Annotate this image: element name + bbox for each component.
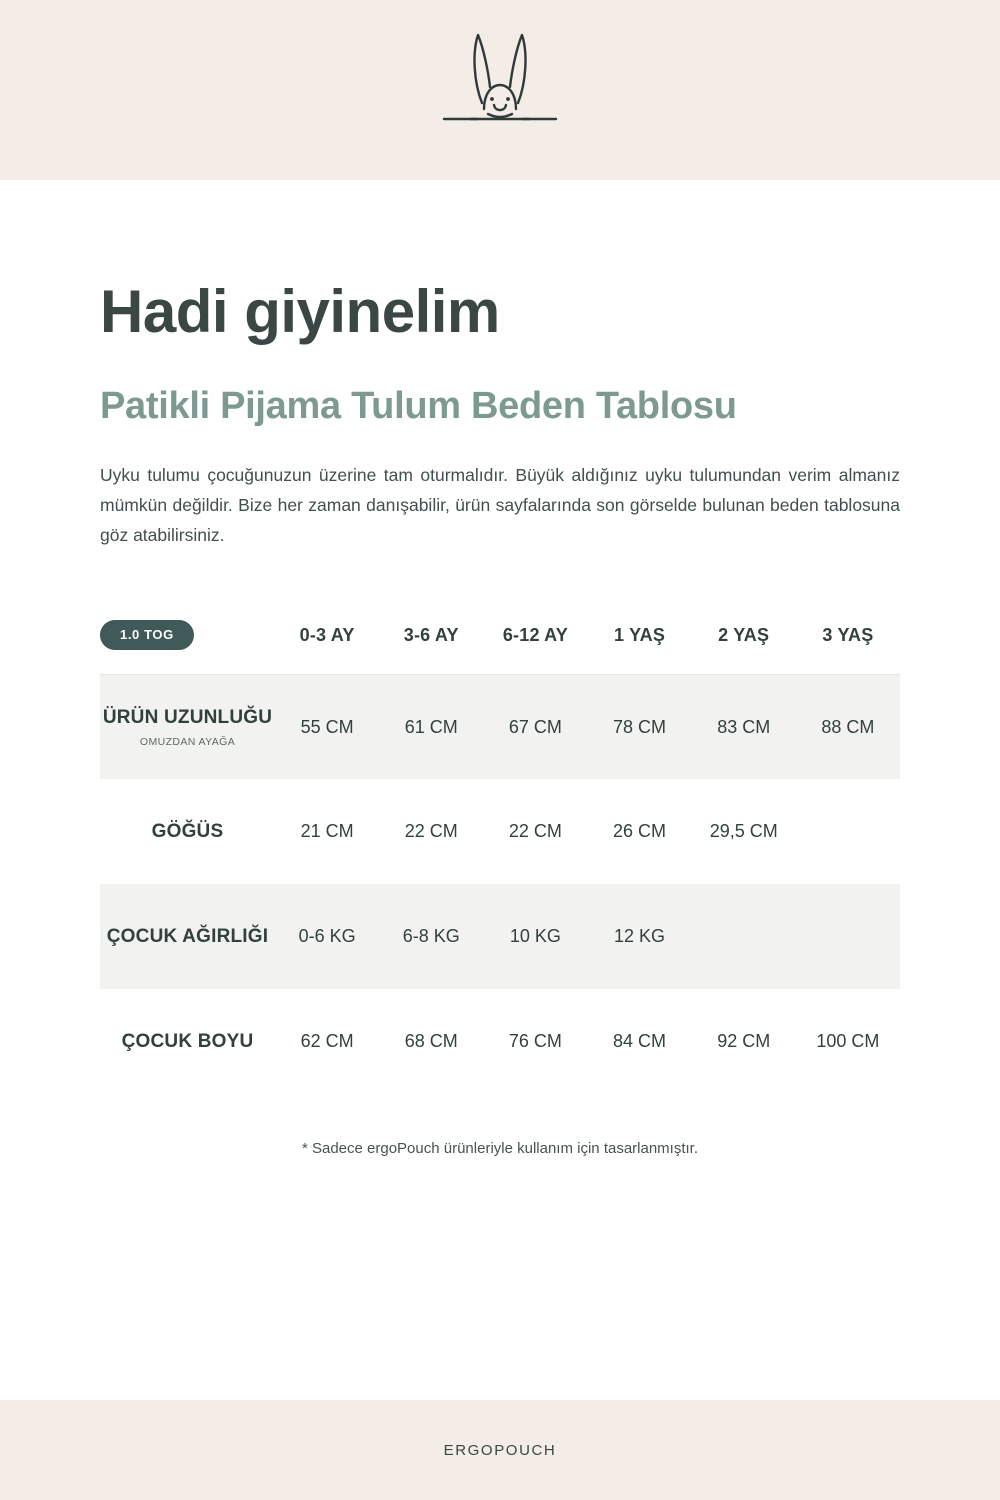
intro-paragraph: Uyku tulumu çocuğunuzun üzerine tam oturmalıdır. Büyük aldığınız uyku tulumundan verim almanız mümkün değildir. Bize her zaman danışabilir, ürün sayfalarında son görselde bulunan beden tablosuna göz atabilirsiniz. — [100, 465, 900, 546]
page-title: Hadi giyinelim — [100, 278, 500, 345]
cell-1-4: 29,5 CM — [709, 821, 778, 842]
footer-band — [0, 1400, 1000, 1500]
cell-1-5 — [796, 779, 900, 884]
bunny-logo-icon — [430, 25, 570, 155]
cell-3-5: 100 CM — [816, 1031, 880, 1052]
table-row — [100, 989, 900, 1094]
column-header-0: 0-3 AY — [275, 596, 379, 674]
cell-3-3: 84 CM — [613, 1031, 667, 1052]
cell-1-3: 26 CM — [613, 821, 667, 842]
row-label-text-0: ÜRÜN UZUNLUĞU — [102, 707, 273, 729]
cell-2-5 — [796, 884, 900, 989]
page-subtitle: Patikli Pijama Tulum Beden Tablosu — [100, 385, 737, 427]
column-header-2: 6-12 AY — [483, 596, 587, 674]
cell-2-0: 0-6 KG — [275, 884, 379, 989]
cell-3-2: 76 CM — [508, 1031, 562, 1052]
cell-0-2: 67 CM — [483, 674, 587, 779]
row-label-0 — [100, 674, 275, 779]
column-header-3: 1 YAŞ — [587, 596, 691, 674]
cell-2-1: 6-8 KG — [379, 884, 483, 989]
footnote: * Sadece ergoPouch ürünleriyle kullanım için tasarlanmıştır. — [301, 1140, 699, 1158]
table-row — [100, 674, 900, 779]
cell-0-0: 55 CM — [275, 674, 379, 779]
column-header-4: 2 YAŞ — [692, 596, 796, 674]
main-content — [0, 180, 1000, 1400]
cell-1-0: 21 CM — [300, 821, 354, 842]
cell-0-1: 61 CM — [379, 674, 483, 779]
row-label-1 — [100, 779, 275, 884]
table-header — [100, 596, 900, 674]
table-header-row — [100, 596, 900, 674]
table-body — [100, 674, 900, 1094]
header-band — [0, 0, 1000, 180]
cell-1-2: 22 CM — [508, 821, 562, 842]
cell-0-3: 78 CM — [587, 674, 691, 779]
cell-2-3: 12 KG — [587, 884, 691, 989]
row-label-2 — [100, 884, 275, 989]
cell-3-1: 68 CM — [404, 1031, 458, 1052]
row-sublabel-0: OMUZDAN AYAĞA — [139, 735, 236, 748]
cell-0-4: 83 CM — [692, 674, 796, 779]
column-header-5: 3 YAŞ — [796, 596, 900, 674]
cell-1-1: 22 CM — [404, 821, 458, 842]
column-header-1: 3-6 AY — [379, 596, 483, 674]
cell-3-4: 92 CM — [717, 1031, 771, 1052]
table-row — [100, 884, 900, 989]
cell-3-0: 62 CM — [300, 1031, 354, 1052]
row-label-3 — [100, 989, 275, 1094]
brand-wordmark: ERGOPOUCH — [443, 1441, 557, 1459]
cell-0-5: 88 CM — [796, 674, 900, 779]
table-row — [100, 779, 900, 884]
size-table — [100, 596, 900, 1094]
cell-2-4 — [692, 884, 796, 989]
row-label-text-2: ÇOCUK AĞIRLIĞI — [106, 925, 269, 947]
tog-badge-cell — [100, 596, 275, 674]
cell-2-2: 10 KG — [483, 884, 587, 989]
status-badge: 1.0 TOG — [100, 620, 194, 650]
row-label-text-1: GÖĞÜS — [151, 820, 224, 842]
size-table-wrapper — [100, 550, 900, 1094]
row-label-text-3: ÇOCUK BOYU — [121, 1030, 254, 1052]
